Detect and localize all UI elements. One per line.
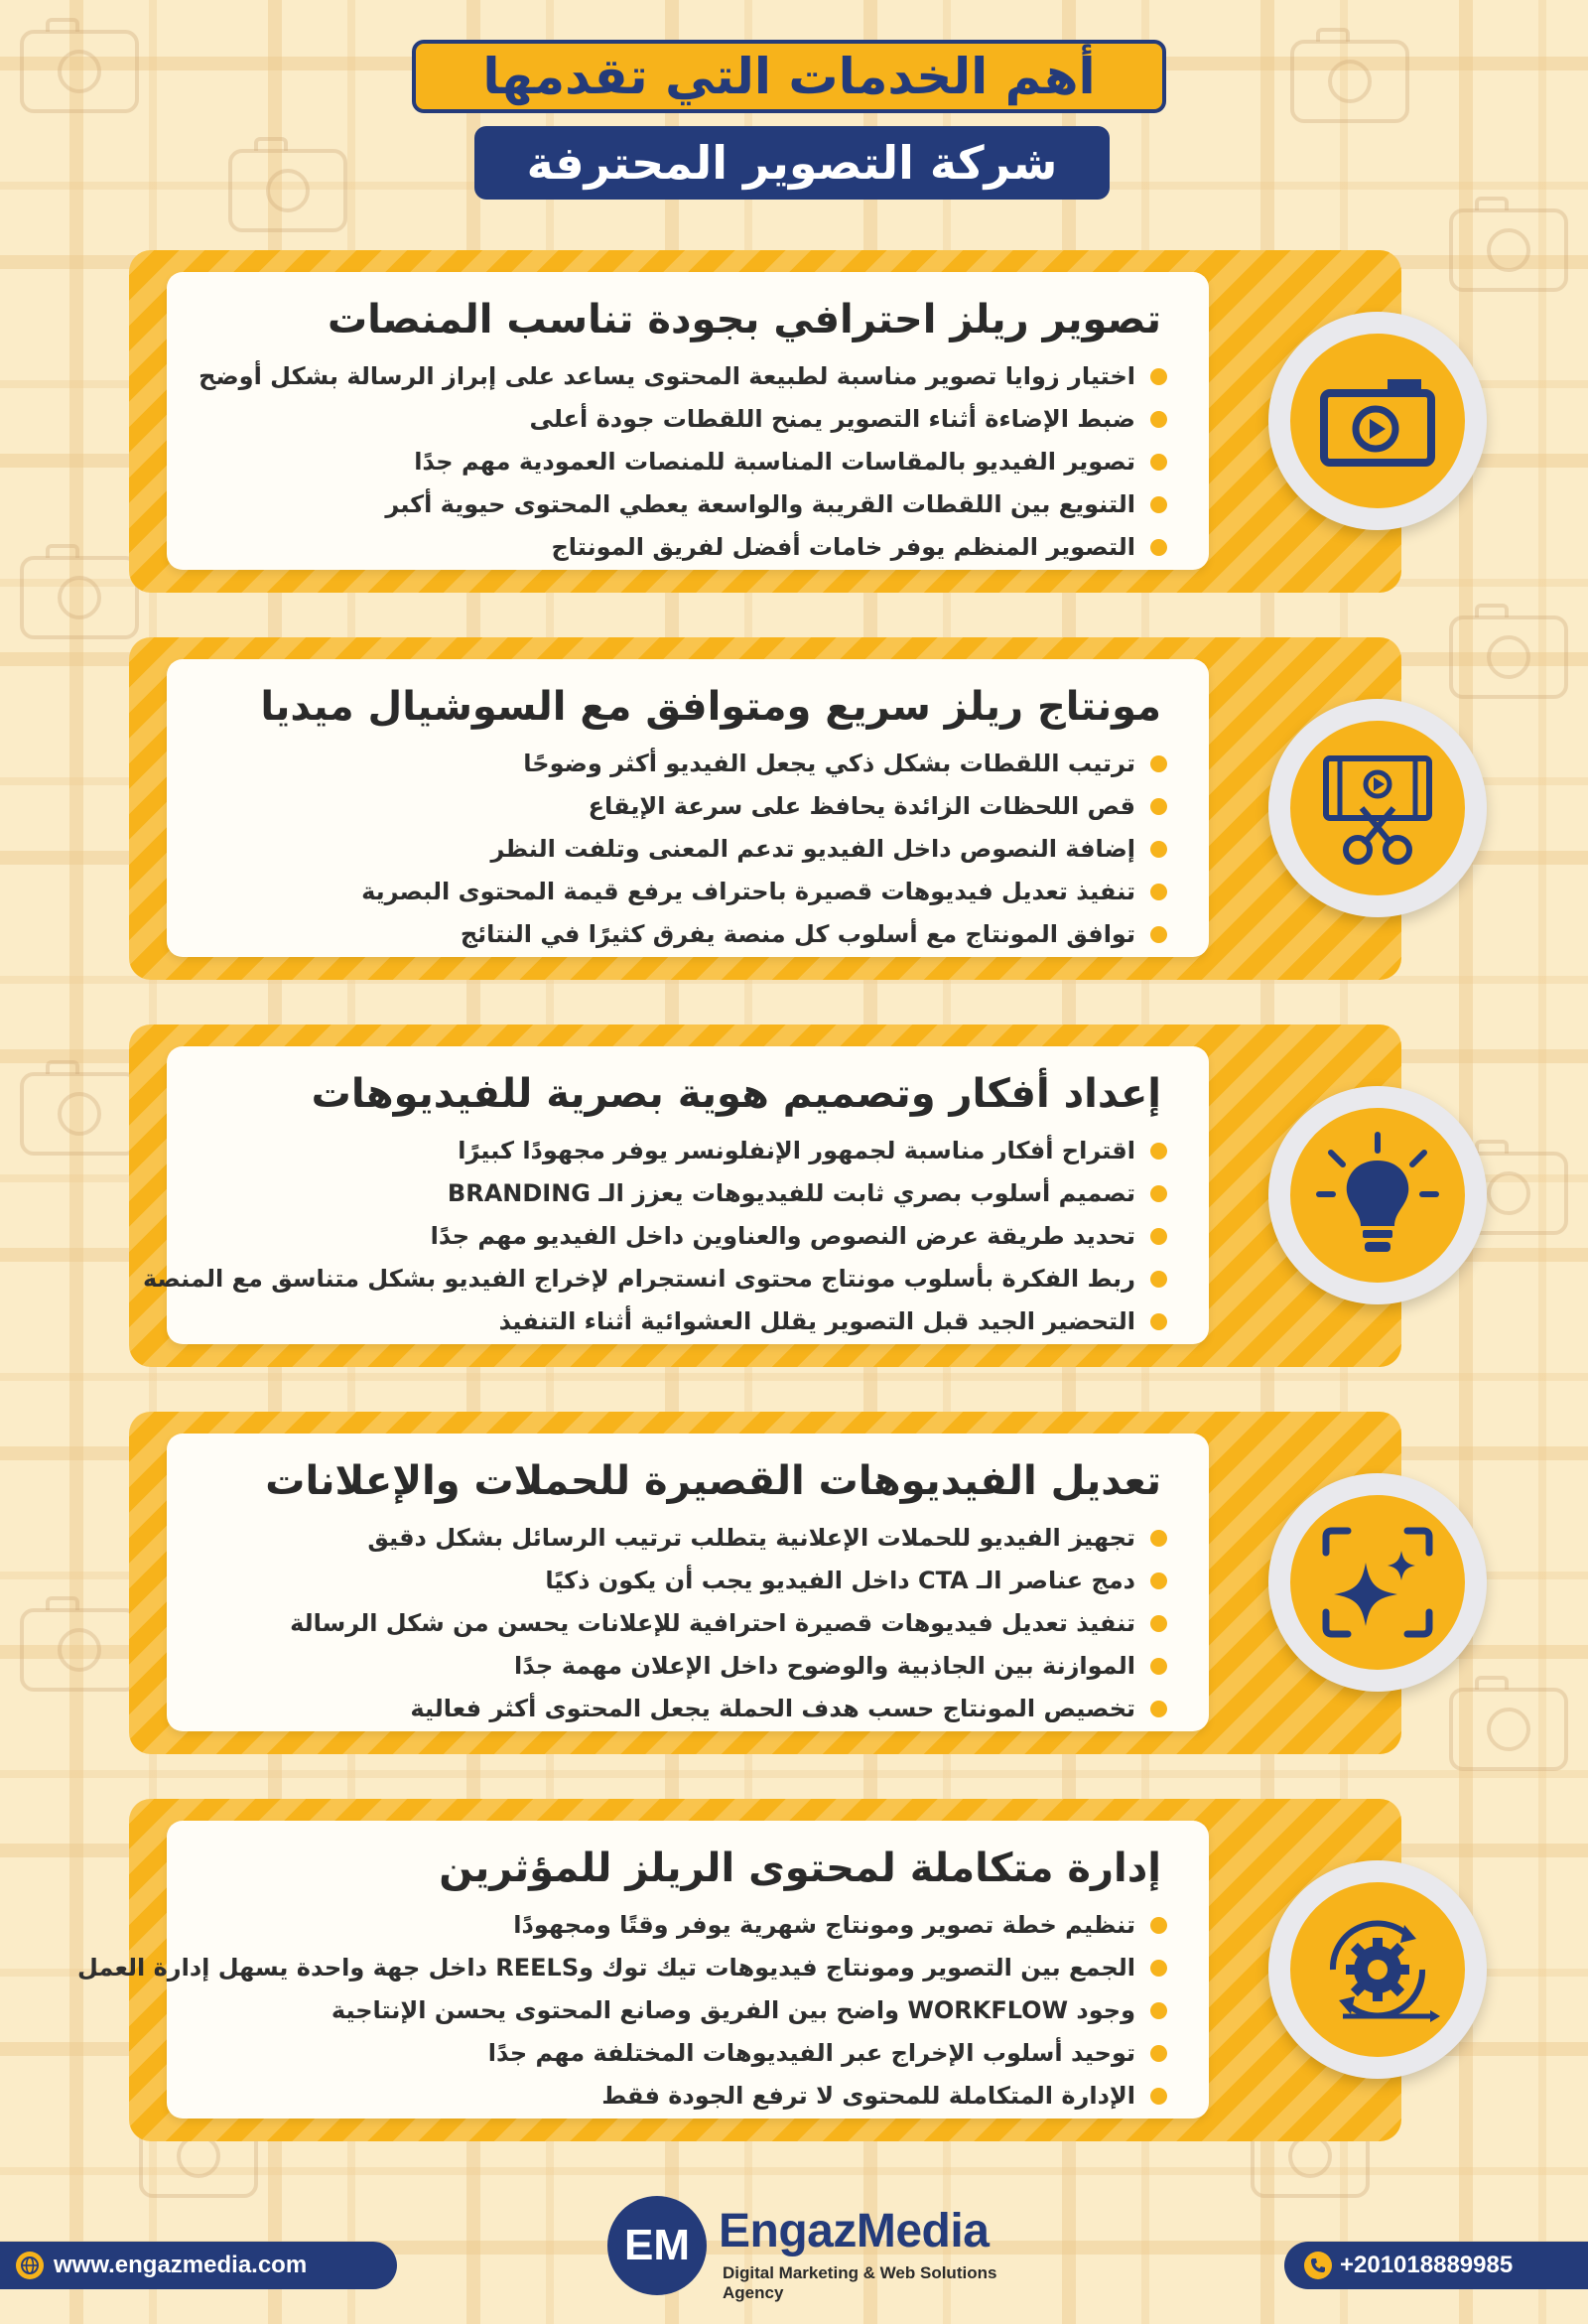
section-title: مونتاج ريلز سريع ومتوافق مع السوشيال ميديا [260, 684, 1161, 730]
website-link[interactable]: www.engazmedia.com [54, 2252, 308, 2278]
list-item: تجهيز الفيديو للحملات الإعلانية يتطلب ترتيب الرسائل بشكل دقيق [197, 1517, 1169, 1560]
list-item: تصميم أسلوب بصري ثابت للفيديوهات يعزز الـ BRANDING [197, 1172, 1169, 1215]
main-subtitle: شركة التصوير المحترفة [474, 126, 1110, 200]
camera-decoration-icon [1449, 208, 1568, 292]
list-item: دمج عناصر الـ CTA داخل الفيديو يجب أن يكون ذكيًا [197, 1560, 1169, 1602]
camera-decoration-icon [20, 1072, 139, 1156]
list-item: ضبط الإضاءة أثناء التصوير يمنح اللقطات جودة أعلى [197, 398, 1169, 441]
brand-tagline: Digital Marketing & Web Solutions Agency [723, 2263, 997, 2302]
list-item: الجمع بين التصوير ومونتاج فيديوهات تيك توك وREELS داخل جهة واحدة يسهل إدارة العمل [197, 1947, 1169, 1989]
service-card [142, 1046, 1209, 1344]
bullet-list [142, 1130, 1169, 1343]
bullet-list [197, 743, 1169, 956]
camera-decoration-icon [1290, 40, 1409, 123]
logo-mark [607, 2196, 707, 2295]
service-card [167, 659, 1209, 957]
camera-decoration-icon [1449, 615, 1568, 699]
list-item: قص اللحظات الزائدة يحافظ على سرعة الإيقاع [197, 785, 1169, 828]
camera-decoration-icon [20, 1608, 139, 1692]
list-item: الإدارة المتكاملة للمحتوى لا ترفع الجودة فقط [197, 2075, 1169, 2118]
list-item: اقتراح أفكار مناسبة لجمهور الإنفلونسر يوفر مجهودًا كبيرًا [197, 1130, 1169, 1172]
service-section-reels-editing [129, 637, 1401, 980]
bullet-list [197, 1517, 1169, 1730]
logo-letters: EM [624, 2221, 690, 2269]
camera-decoration-icon [228, 149, 347, 232]
service-card [167, 272, 1209, 570]
list-item: توافق المونتاج مع أسلوب كل منصة يفرق كثيرًا في النتائج [197, 913, 1169, 956]
list-item: ترتيب اللقطات بشكل ذكي يجعل الفيديو أكثر وضوحًا [197, 743, 1169, 785]
section-title: إعداد أفكار وتصميم هوية بصرية للفيديوهات [311, 1071, 1161, 1117]
section-title: تصوير ريلز احترافي بجودة تناسب المنصات [327, 297, 1161, 342]
icon-badge [1268, 312, 1487, 530]
section-title: تعديل الفيديوهات القصيرة للحملات والإعلانات [265, 1458, 1161, 1504]
list-item: التحضير الجيد قبل التصوير يقلل العشوائية أثناء التنفيذ [197, 1300, 1169, 1343]
website-pill[interactable] [0, 2242, 397, 2289]
bullet-list [76, 1904, 1169, 2118]
gear-cycle-icon [1313, 1905, 1442, 2034]
camera-play-icon [1318, 371, 1437, 471]
phone-pill[interactable] [1284, 2242, 1588, 2289]
service-section-ads-editing [129, 1412, 1401, 1754]
list-item: اختيار زوايا تصوير مناسبة لطبيعة المحتوى يساعد على إبراز الرسالة بشكل أوضح [197, 355, 1169, 398]
bullet-list [197, 355, 1169, 569]
service-section-content-management [76, 1799, 1401, 2141]
icon-badge [1268, 1086, 1487, 1304]
list-item: تصوير الفيديو بالمقاسات المناسبة للمنصات العمودية مهم جدًا [197, 441, 1169, 483]
list-item: تنظيم خطة تصوير ومونتاج شهرية يوفر وقتًا ومجهودًا [197, 1904, 1169, 1947]
list-item: تنفيذ تعديل فيديوهات قصيرة احترافية للإعلانات يحسن من شكل الرسالة [197, 1602, 1169, 1645]
list-item: ربط الفكرة بأسلوب مونتاج محتوى انستجرام لإخراج الفيديو بشكل متناسق مع المنصة [197, 1258, 1169, 1300]
lightbulb-icon [1313, 1131, 1442, 1260]
camera-decoration-icon [20, 30, 139, 113]
brand-name: EngazMedia [719, 2205, 990, 2257]
list-item: توحيد أسلوب الإخراج عبر الفيديوهات المختلفة مهم جدًا [197, 2032, 1169, 2075]
list-item: تخصيص المونتاج حسب هدف الحملة يجعل المحتوى أكثر فعالية [197, 1688, 1169, 1730]
brand-logo [607, 2196, 1024, 2305]
camera-decoration-icon [20, 556, 139, 639]
globe-icon [16, 2252, 44, 2279]
video-scissors-icon [1318, 749, 1437, 868]
list-item: التنويع بين اللقطات القريبة والواسعة يعطي المحتوى حيوية أكبر [197, 483, 1169, 526]
icon-badge [1268, 699, 1487, 917]
service-card [76, 1821, 1209, 2119]
service-section-reels-filming [129, 250, 1401, 593]
section-title: إدارة متكاملة لمحتوى الريلز للمؤثرين [439, 1846, 1161, 1891]
phone-number[interactable]: +201018889985 [1340, 2252, 1514, 2278]
list-item: الموازنة بين الجاذبية والوضوح داخل الإعلان مهمة جدًا [197, 1645, 1169, 1688]
sparkle-frame-icon [1318, 1523, 1437, 1642]
list-item: وجود WORKFLOW واضح بين الفريق وصانع المحتوى يحسن الإنتاجية [197, 1989, 1169, 2032]
list-item: التصوير المنظم يوفر خامات أفضل لفريق المونتاج [197, 526, 1169, 569]
list-item: تحديد طريقة عرض النصوص والعناوين داخل الفيديو مهم جدًا [197, 1215, 1169, 1258]
service-card [167, 1434, 1209, 1731]
icon-badge [1268, 1860, 1487, 2079]
list-item: تنفيذ تعديل فيديوهات قصيرة باحتراف يرفع قيمة المحتوى البصرية [197, 871, 1169, 913]
camera-decoration-icon [1449, 1688, 1568, 1771]
list-item: إضافة النصوص داخل الفيديو تدعم المعنى وتلفت النظر [197, 828, 1169, 871]
phone-icon [1304, 2252, 1332, 2279]
service-section-ideas-branding [129, 1025, 1401, 1367]
icon-badge [1268, 1473, 1487, 1692]
main-title: أهم الخدمات التي تقدمها [412, 40, 1166, 113]
